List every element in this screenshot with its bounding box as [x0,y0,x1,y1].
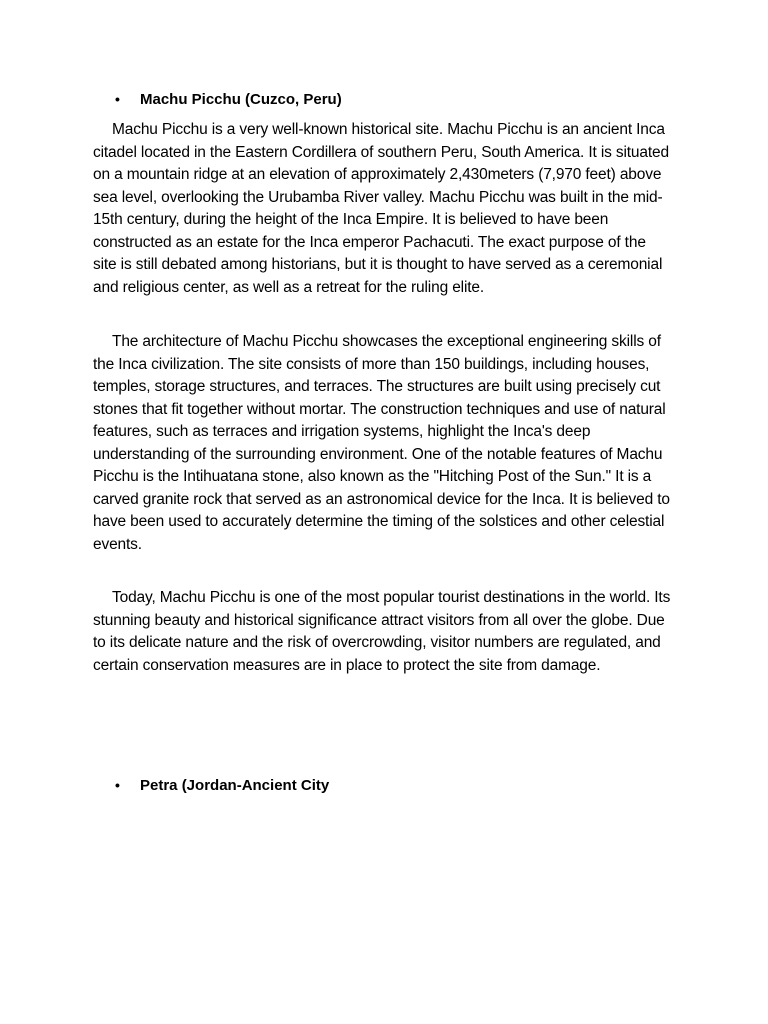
section-heading-petra [115,775,329,796]
bullet-icon: • [115,777,120,793]
paragraph-machu-picchu-architecture: The architecture of Machu Picchu showcases the exceptional engineering skills of the Inca civilization. The site consists of more than 150 buildings, including houses, temples, storage structures, and terraces. The structures are built using precisely cut stones that fit together without mortar. The construction techniques and use of natural features, such as terraces and irrigation systems, highlight the Inca's deep understanding of the surrounding environment. One of the notable features of Machu Picchu is the Intihuatana stone, also known as the "Hitching Post of the Sun." It is a carved granite rock that served as an astronomical device for the Inca. It is believed to have been used to accurately determine the timing of the solstices and other celestial events. [93,333,670,553]
section-heading-machu-picchu [115,89,342,110]
heading-text: Machu Picchu (Cuzco, Peru) [140,91,342,108]
paragraph-machu-picchu-today: Today, Machu Picchu is one of the most popular tourist destinations in the world. Its stunning beauty and historical significance attract visitors from all over the globe. Due to its delicate nature and the risk of overcrowding, visitor numbers are regulated, and certain conservation measures are in place to protect the site from damage. [93,589,671,674]
bullet-icon: • [115,91,120,107]
paragraph-machu-picchu-overview: Machu Picchu is a very well-known historical site. Machu Picchu is an ancient Inca citadel located in the Eastern Cordillera of southern Peru, South America. It is situated on a mountain ridge at an elevation of approximately 2,430meters (7,970 feet) above sea level, overlooking the Urubamba River valley. Machu Picchu was built in the mid-15th century, during the height of the Inca Empire. It is believed to have been constructed as an estate for the Inca emperor Pachacuti. The exact purpose of the site is still debated among historians, but it is thought to have served as a ceremonial and religious center, as well as a retreat for the ruling elite. [93,121,669,296]
heading-text: Petra (Jordan-Ancient City [140,777,330,794]
